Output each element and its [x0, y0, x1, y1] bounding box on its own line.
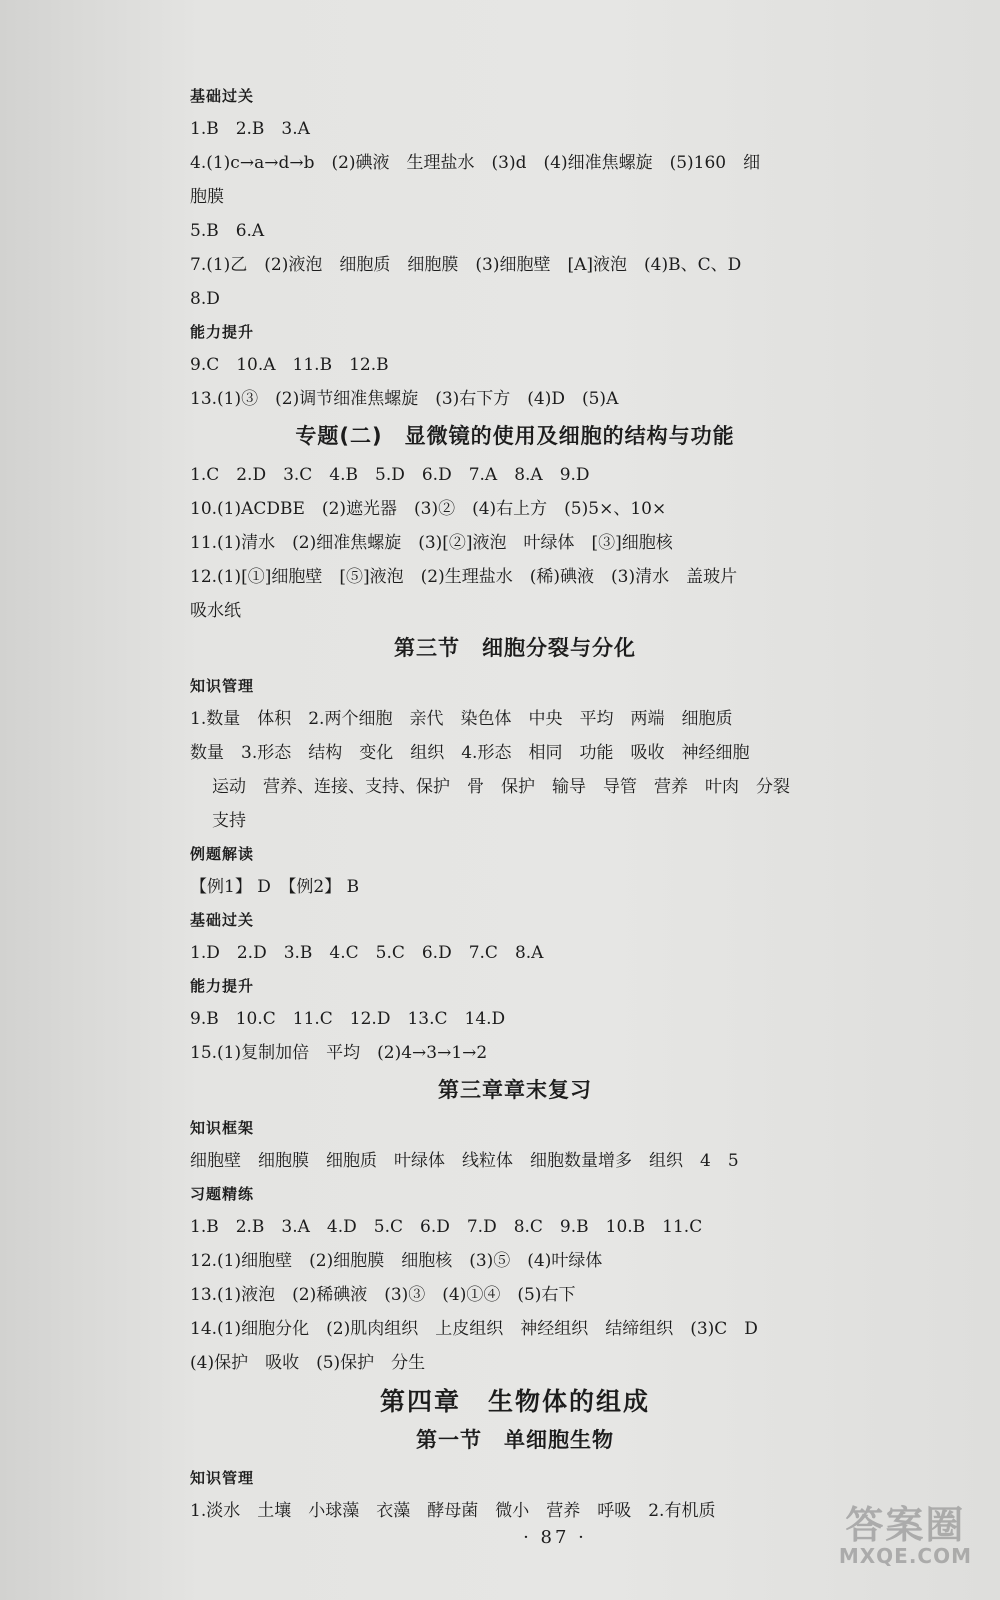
answer-content [190, 86, 840, 1534]
section-heading: 第三节 细胞分裂与分化 [394, 636, 636, 660]
answer-line: 14.(1)细胞分化 (2)肌肉组织 上皮组织 神经组织 结缔组织 (3)C D [190, 1319, 758, 1339]
answer-line: 运动 营养、连接、支持、保护 骨 保护 输导 导管 营养 叶肉 分裂 [212, 777, 790, 797]
answer-line: 12.(1)细胞壁 (2)细胞膜 细胞核 (3)⑤ (4)叶绿体 [190, 1251, 603, 1271]
answer-line: 7.(1)乙 (2)液泡 细胞质 细胞膜 (3)细胞壁 [A]液泡 (4)B、C、D [190, 255, 742, 275]
answer-line: 1.B 2.B 3.A 4.D 5.C 6.D 7.D 8.C 9.B 10.B 11.C [190, 1217, 703, 1237]
answer-line: 1.数量 体积 2.两个细胞 亲代 染色体 中央 平均 两端 细胞质 [190, 709, 733, 729]
answer-line: 1.C 2.D 3.C 4.B 5.D 6.D 7.A 8.A 9.D [190, 465, 590, 485]
section-label: 知识框架 [190, 1119, 255, 1137]
answer-line: 支持 [212, 811, 246, 831]
answer-line: 数量 3.形态 结构 变化 组织 4.形态 相同 功能 吸收 神经细胞 [190, 743, 750, 763]
watermark-url: MXQE.COM [838, 1544, 972, 1568]
answer-line: 12.(1)[①]细胞壁 [⑤]液泡 (2)生理盐水 (稀)碘液 (3)清水 盖玻片 [190, 567, 738, 587]
section-label: 能力提升 [190, 323, 255, 341]
topic-heading: 专题(二) 显微镜的使用及细胞的结构与功能 [295, 424, 735, 448]
watermark-title: 答案圈 [845, 1503, 966, 1547]
answer-line: 细胞壁 细胞膜 细胞质 叶绿体 线粒体 细胞数量增多 组织 4 5 [190, 1151, 739, 1171]
answer-line: 9.C 10.A 11.B 12.B [190, 355, 389, 375]
answer-line: 5.B 6.A [190, 221, 265, 241]
section-label: 能力提升 [190, 977, 255, 995]
answer-line: 1.D 2.D 3.B 4.C 5.C 6.D 7.C 8.A [190, 943, 544, 963]
answer-line: 13.(1)液泡 (2)稀碘液 (3)③ (4)①④ (5)右下 [190, 1285, 576, 1305]
section-label: 习题精练 [190, 1185, 255, 1203]
section-label: 基础过关 [190, 87, 255, 105]
answer-line: 1.淡水 土壤 小球藻 衣藻 酵母菌 微小 营养 呼吸 2.有机质 [190, 1501, 716, 1521]
watermark-logo [839, 1505, 972, 1567]
answer-line: 13.(1)③ (2)调节细准焦螺旋 (3)右下方 (4)D (5)A [190, 389, 619, 409]
answer-line: 11.(1)清水 (2)细准焦螺旋 (3)[②]液泡 叶绿体 [③]细胞核 [190, 533, 673, 553]
answer-line: (4)保护 吸收 (5)保护 分生 [190, 1353, 426, 1373]
answer-line: 15.(1)复制加倍 平均 (2)4→3→1→2 [190, 1043, 488, 1063]
answer-line: 4.(1)c→a→d→b (2)碘液 生理盐水 (3)d (4)细准焦螺旋 (5)160 细 [190, 153, 761, 173]
answer-line: 吸水纸 [190, 601, 241, 621]
section-label: 例题解读 [190, 845, 255, 863]
answer-line: 1.B 2.B 3.A [190, 119, 310, 139]
answer-line: 8.D [190, 289, 220, 309]
answer-line: 10.(1)ACDBE (2)遮光器 (3)② (4)右上方 (5)5×、10× [190, 499, 667, 519]
answer-line: 胞膜 [190, 187, 224, 207]
answer-line: 9.B 10.C 11.C 12.D 13.C 14.D [190, 1009, 506, 1029]
section-label: 知识管理 [190, 677, 255, 695]
section-heading: 第一节 单细胞生物 [416, 1428, 614, 1452]
answer-line: 【例1】 D 【例2】 B [190, 877, 360, 897]
chapter-heading: 第四章 生物体的组成 [379, 1387, 650, 1416]
section-label: 基础过关 [190, 911, 255, 929]
chapter-review-heading: 第三章章末复习 [438, 1078, 592, 1102]
section-label: 知识管理 [190, 1469, 255, 1487]
page-number: · 87 · [523, 1527, 587, 1548]
